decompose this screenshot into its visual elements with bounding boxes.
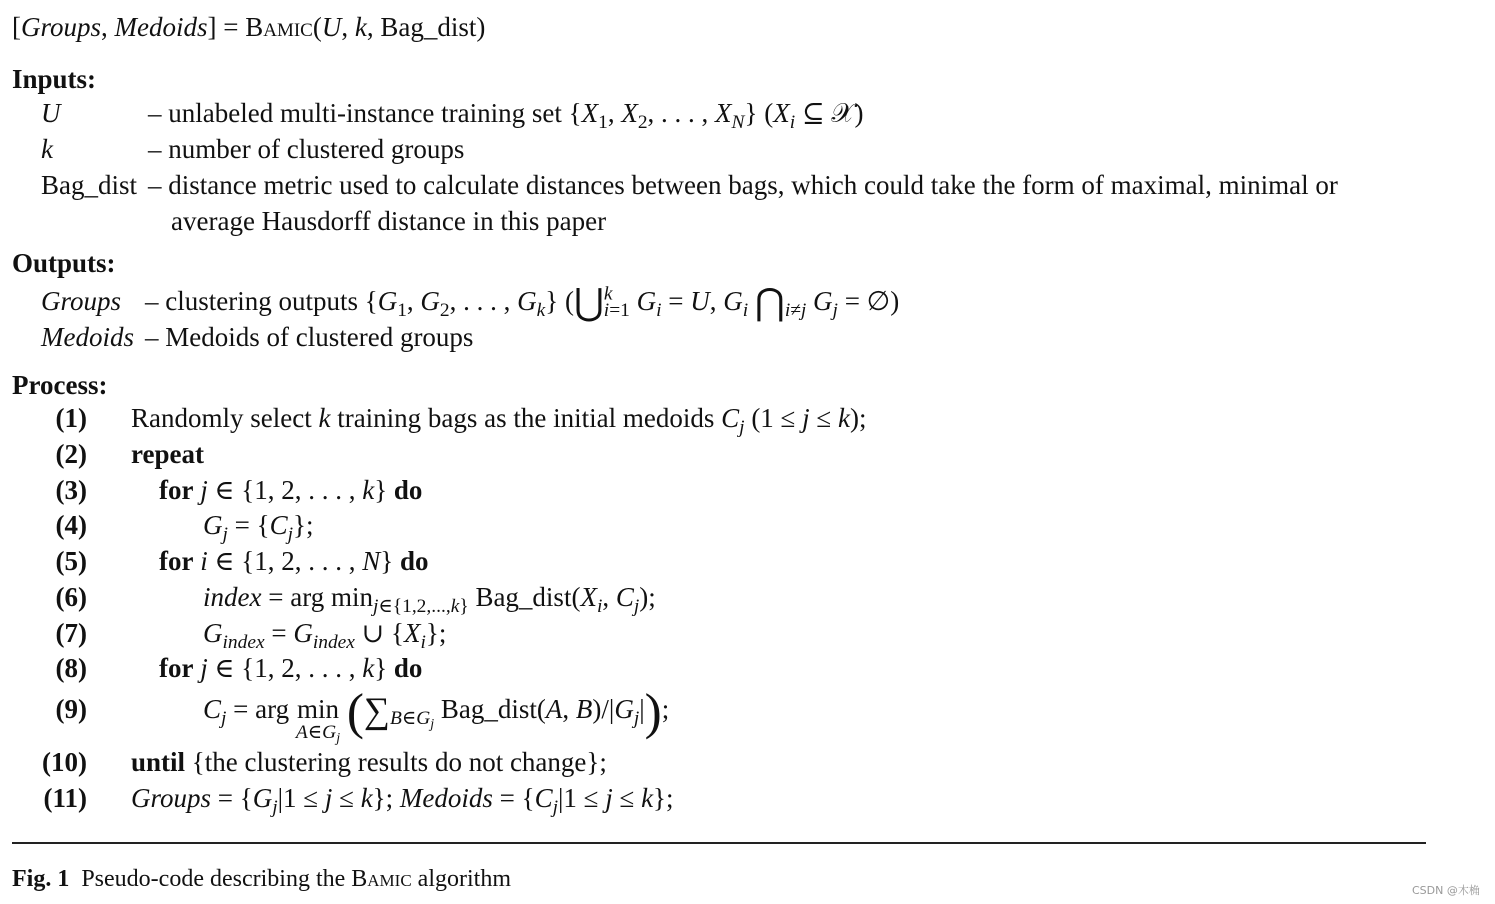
caption-text-post: algorithm bbox=[411, 866, 511, 892]
inputs-heading: Inputs: bbox=[12, 64, 97, 94]
step-number-1: (1) bbox=[55, 403, 87, 433]
figure-caption bbox=[12, 866, 511, 893]
arg-bagdist: Bag_dist bbox=[380, 12, 477, 42]
output-desc-groups: – clustering outputs {$G_1$, $G_2$, . . . , $G_k$} (⋃$^k_{i=1}$ $G_i = U$, $G_i$ $⋂_{i\ne j}$ $G_j$ = ∅) bbox=[145, 282, 900, 323]
step-9: $C_j$ = arg min $A\in G_j$ ($\sum_{B\in G_j}$ Bag_dist(A, $B)/|G_j|$); bbox=[203, 683, 670, 747]
output-groups: Groups bbox=[21, 12, 102, 42]
step-number-11: (11) bbox=[43, 783, 87, 813]
input-desc-k: – number of clustered groups bbox=[148, 134, 465, 164]
output-desc-medoids: – Medoids of clustered groups bbox=[145, 322, 474, 352]
step-number-4: (4) bbox=[55, 510, 87, 540]
bracket: ] = bbox=[207, 12, 246, 42]
paren: ( bbox=[312, 12, 322, 42]
input-name-k: k bbox=[41, 134, 53, 164]
keyword-do: do bbox=[393, 475, 423, 505]
op-arg: arg bbox=[290, 582, 325, 612]
arg-u: U bbox=[321, 12, 342, 42]
figure-label: Fig. 1 bbox=[12, 866, 70, 892]
input-name-bagdist: Bag_dist bbox=[41, 170, 138, 200]
step-8: for j ∈ {1, 2, . . . , k} do bbox=[159, 653, 423, 683]
watermark: CSDN @木桷 bbox=[1412, 884, 1480, 897]
caption-text-pre: Pseudo-code describing the bbox=[81, 866, 352, 892]
step-number-3: (3) bbox=[55, 475, 87, 505]
bracket: [ bbox=[12, 12, 21, 42]
step-number-6: (6) bbox=[55, 582, 87, 612]
step-number-5: (5) bbox=[55, 546, 87, 576]
step-number-2: (2) bbox=[55, 439, 87, 469]
output-medoids: Medoids bbox=[114, 12, 208, 42]
outputs-heading: Outputs: bbox=[12, 248, 116, 278]
op-arg: arg bbox=[255, 694, 290, 724]
keyword-for: for bbox=[159, 653, 194, 683]
keyword-do: do bbox=[393, 653, 423, 683]
keyword-do: do bbox=[399, 546, 429, 576]
var-index: index bbox=[203, 582, 262, 612]
fn-bagdist: Bag_dist bbox=[475, 582, 572, 612]
input-desc-bagdist-cont: average Hausdorff distance in this paper bbox=[171, 206, 607, 236]
op-min: min bbox=[297, 694, 340, 724]
step-4: $G_j = \{C_j\}$; bbox=[203, 510, 314, 545]
keyword-for: for bbox=[159, 475, 194, 505]
op-min: min bbox=[330, 582, 373, 612]
step-5: for i ∈ {1, 2, . . . , N} do bbox=[159, 546, 429, 576]
step-number-7: (7) bbox=[55, 618, 87, 648]
step-number-9: (9) bbox=[55, 694, 87, 724]
step-number-10: (10) bbox=[42, 747, 87, 777]
step-6: index = arg $\min_{j\in\{1,2,...,k\}}$ $Bag\_dist(X_i$, $C_j$); bbox=[203, 582, 656, 617]
step-10: until {the clustering results do not change}; bbox=[131, 747, 607, 777]
input-name-u: U bbox=[41, 98, 61, 128]
input-desc-bagdist: – distance metric used to calculate distances between bags, which could take the form of maximal, minimal or bbox=[148, 170, 1338, 200]
step-11: Groups = $\{G_j|1 \le j \le k\}$; Medoids = $\{C_j|1 \le j \le k\}$; bbox=[131, 783, 674, 818]
arg-k: k bbox=[354, 12, 367, 42]
keyword-for: for bbox=[159, 546, 194, 576]
step-2: repeat bbox=[131, 439, 204, 469]
caption-algo-name: Bamic bbox=[351, 866, 412, 892]
algorithm-signature: [Groups, Medoids] = Bamic(U, k, Bag_dist) bbox=[12, 12, 486, 42]
figure-divider bbox=[12, 842, 1426, 844]
step-1: Randomly select k training bags as the initial medoids $C_j$ (1 ≤ j ≤ k); bbox=[131, 403, 867, 438]
step-number-8: (8) bbox=[55, 653, 87, 683]
output-name-medoids: Medoids bbox=[41, 322, 134, 352]
process-heading: Process: bbox=[12, 370, 108, 400]
input-desc-u: – unlabeled multi-instance training set {$X_1$, $X_2$, . . . , $X_N$} ($X_i$ ⊆ 𝒳) bbox=[148, 98, 864, 133]
sep: , bbox=[101, 12, 115, 42]
fn-bagdist: Bag_dist bbox=[440, 694, 537, 724]
paren: ) bbox=[476, 12, 486, 42]
argmin-limit: min $A\in G_j$ bbox=[295, 694, 341, 747]
step-3: for j ∈ {1, 2, . . . , k} do bbox=[159, 475, 423, 505]
output-name-groups: Groups bbox=[41, 286, 122, 316]
step-7: $G_{index} = G_{index}$ ∪ $\{X_i\}$; bbox=[203, 618, 447, 653]
keyword-until: until bbox=[131, 747, 186, 777]
function-name: Bamic bbox=[245, 12, 313, 42]
